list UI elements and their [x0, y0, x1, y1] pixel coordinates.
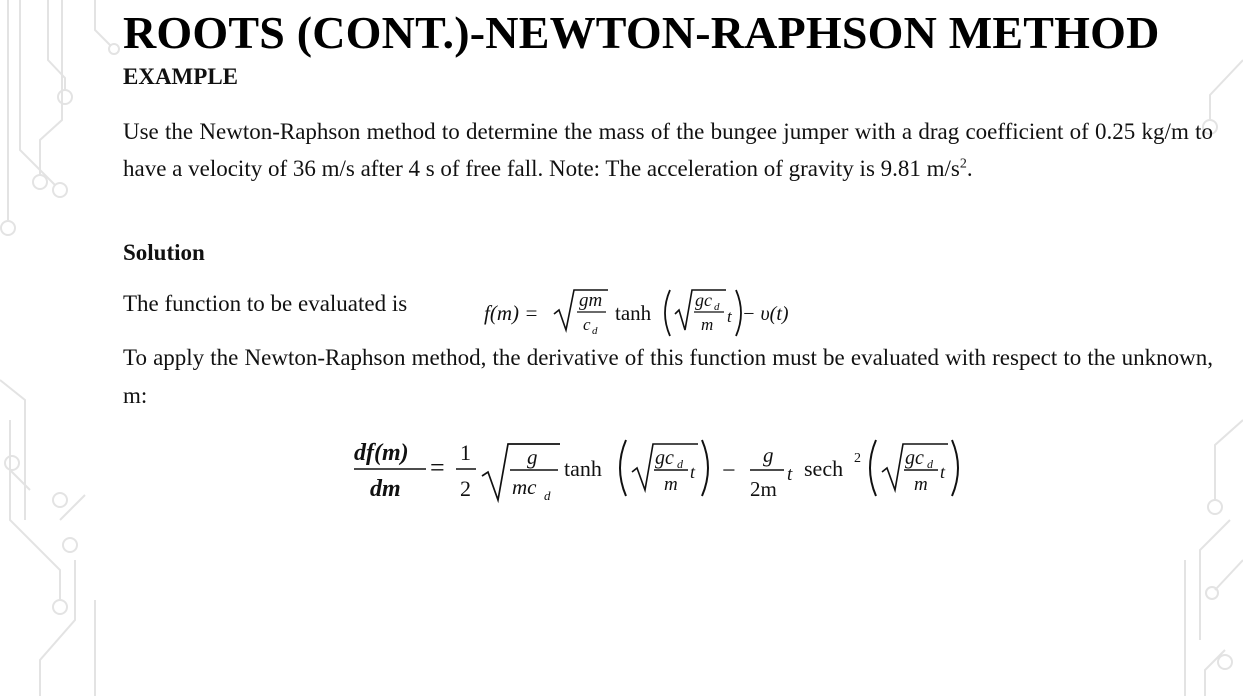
function-equation: [484, 282, 804, 340]
left-paren: [665, 290, 670, 336]
derivative-equation: [352, 432, 992, 510]
half-numerator: 1: [460, 440, 471, 465]
frac1-denominator-subscript: d: [544, 488, 551, 503]
time-variable: t: [727, 307, 732, 326]
sech-label: sech: [804, 456, 844, 481]
derivative-intro: To apply the Newton-Raphson method, the derivative of this function must be evaluated with respect to the unknown, m:: [123, 345, 1213, 408]
frac2-denominator: 2m: [750, 477, 777, 501]
inner-numerator-subscript-3: d: [927, 457, 933, 471]
left-paren-3: [870, 440, 876, 496]
solution-heading: Solution: [123, 240, 205, 265]
function-intro: The function to be evaluated is: [123, 291, 408, 316]
right-paren-3: [952, 440, 958, 496]
inner-numerator-subscript-2: d: [677, 457, 683, 471]
sqrt-denominator-subscript: d: [592, 325, 598, 337]
sqrt-numerator: gm: [579, 290, 603, 311]
inner-numerator-3: gc: [905, 447, 924, 469]
inner-denominator: m: [701, 315, 714, 334]
tanh-label: tanh: [615, 301, 652, 325]
lhs-denominator: dm: [370, 476, 401, 502]
problem-statement: [123, 113, 1213, 187]
problem-end: .: [966, 156, 973, 181]
inner-numerator: gc: [695, 290, 712, 310]
inner-numerator-2: gc: [655, 447, 674, 469]
time-variable-4: t: [940, 462, 946, 482]
sqrt-denominator: c: [583, 315, 591, 334]
frac2-numerator: g: [763, 443, 774, 467]
lhs-numerator: df(m): [354, 440, 409, 466]
time-variable-3: t: [787, 464, 793, 485]
right-paren-2: [702, 440, 708, 496]
problem-superscript: 2: [959, 156, 967, 172]
inner-denominator-2: m: [664, 474, 678, 495]
sech-power: 2: [854, 451, 861, 466]
time-variable-2: t: [690, 462, 696, 482]
problem-text: Use the Newton-Raphson method to determine the mass of the bungee jumper with a drag coefficient of 0.25 kg/m to have a velocity of 36 m/s after 4 s of free fall. Note: The acceleration of gravity is 9.81 m/s: [123, 119, 1213, 181]
frac1-denominator: mc: [512, 475, 537, 499]
inner-numerator-subscript: d: [714, 301, 720, 313]
function-lhs: f(m) =: [484, 301, 539, 325]
minus-sign: −: [722, 458, 736, 484]
section-heading: EXAMPLE: [123, 64, 238, 89]
left-paren-2: [620, 440, 626, 496]
tanh-label-2: tanh: [564, 456, 602, 481]
slide-title: ROOTS (CONT.)-NEWTON-RAPHSON METHOD: [123, 7, 1160, 58]
right-paren: [736, 290, 741, 336]
minus-velocity: − υ(t): [742, 303, 789, 325]
half-denominator: 2: [460, 476, 471, 501]
inner-denominator-3: m: [914, 474, 928, 495]
frac1-numerator: g: [527, 445, 538, 469]
equals-sign: =: [430, 453, 445, 482]
